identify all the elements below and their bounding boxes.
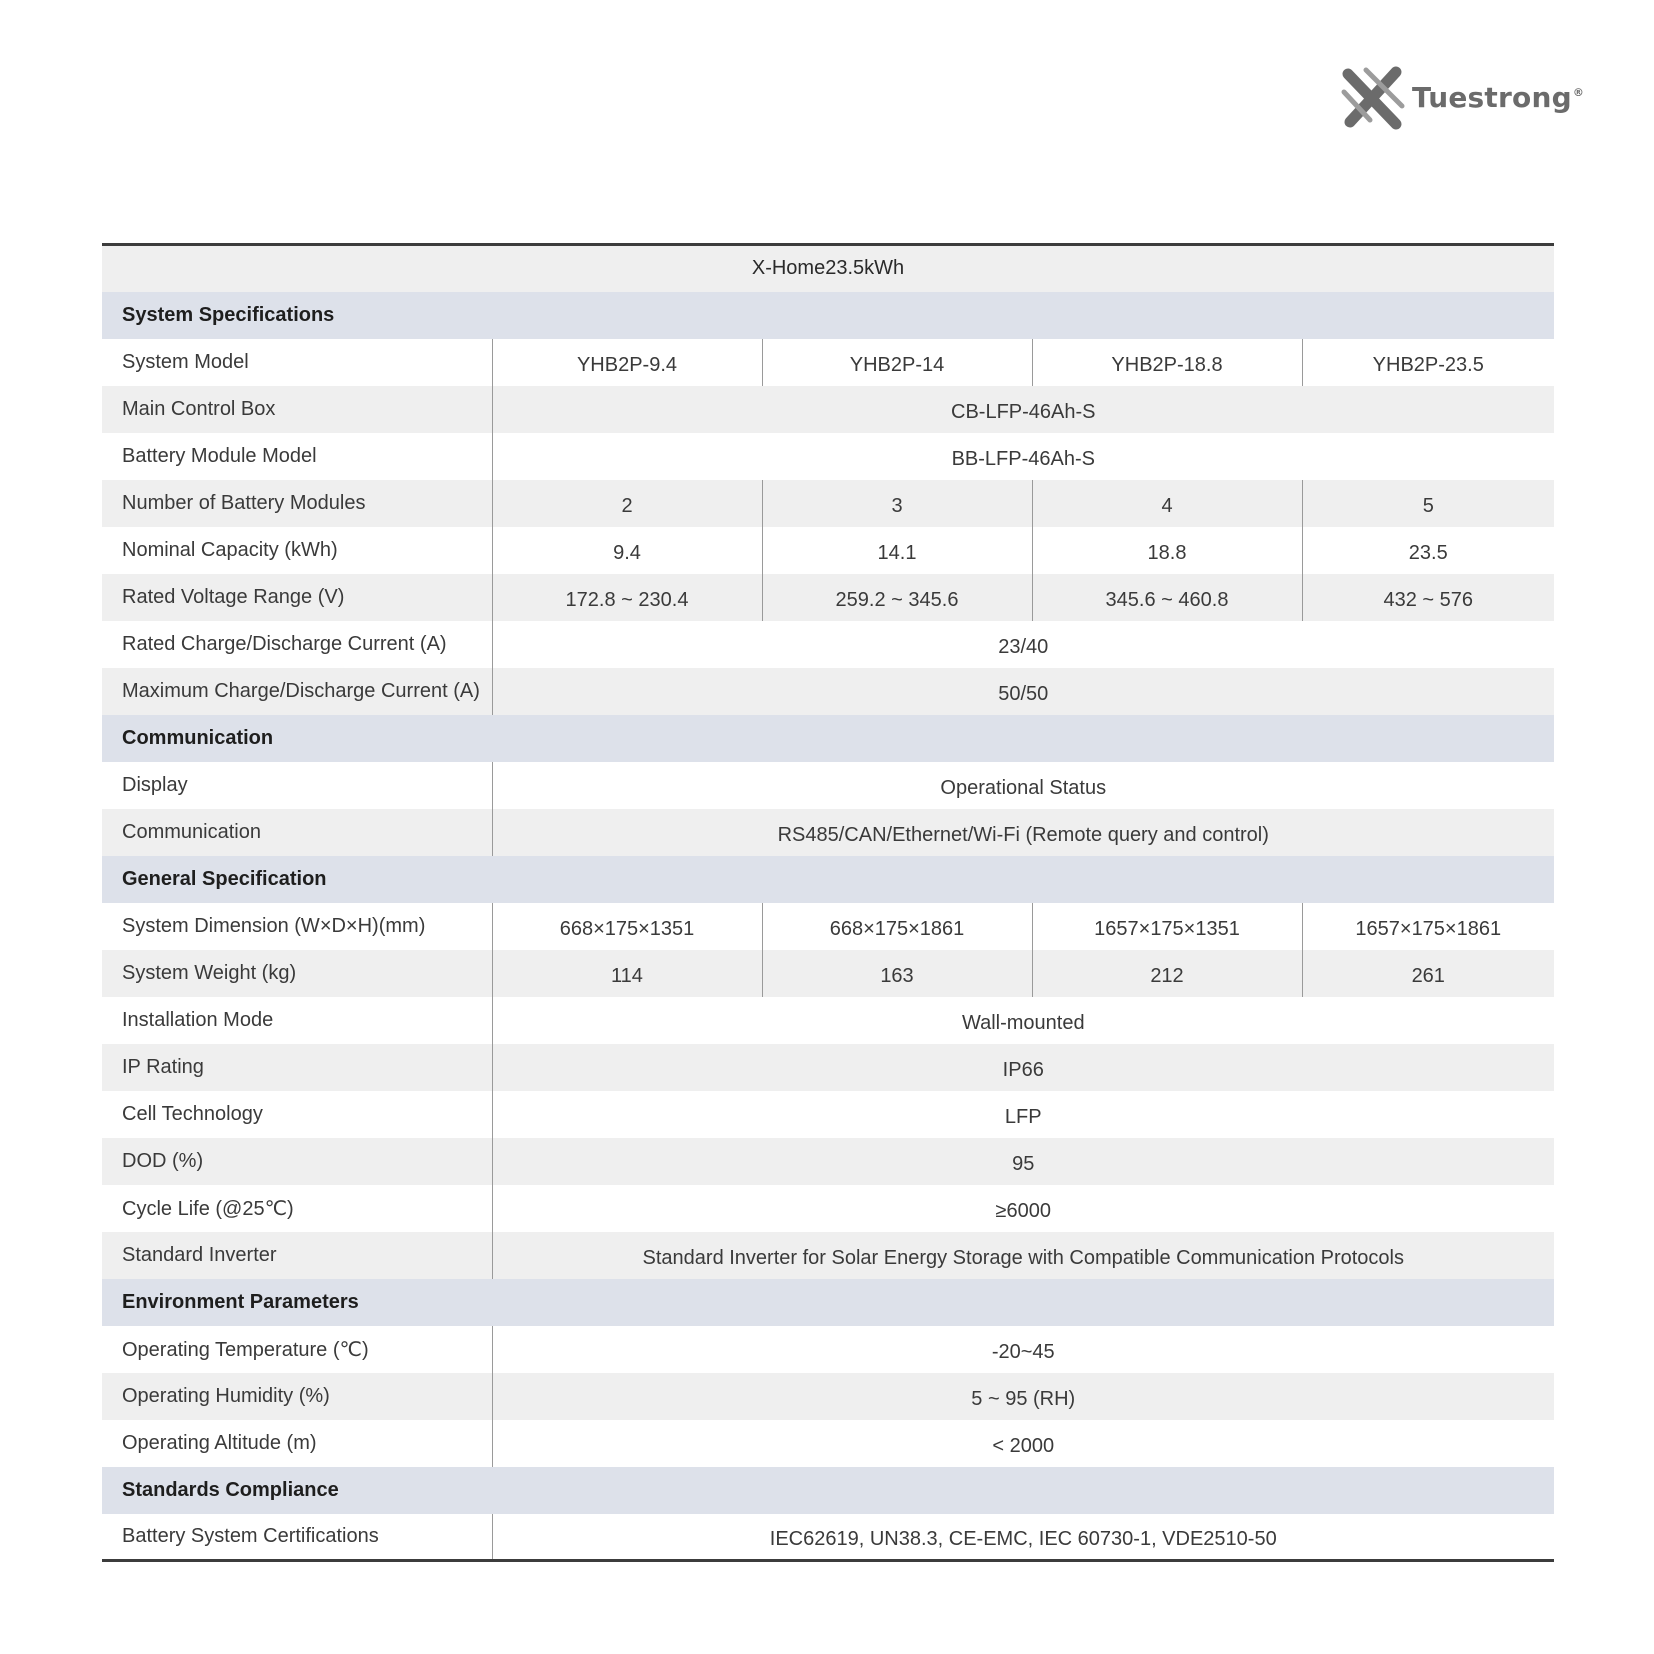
- section-header: Communication: [102, 715, 1554, 762]
- row-value: IP66: [492, 1044, 1554, 1091]
- table-row: [102, 1514, 1554, 1561]
- table-row: [102, 1373, 1554, 1420]
- row-label: System Model: [102, 339, 492, 386]
- table-row: [102, 339, 1554, 386]
- row-label: Battery System Certifications: [102, 1514, 492, 1561]
- row-value: ≥6000: [492, 1185, 1554, 1232]
- row-label: Communication: [102, 809, 492, 856]
- row-value: < 2000: [492, 1420, 1554, 1467]
- row-value: 95: [492, 1138, 1554, 1185]
- table-row: [102, 1185, 1554, 1232]
- row-label: DOD (%): [102, 1138, 492, 1185]
- table-row: [102, 1091, 1554, 1138]
- row-value: IEC62619, UN38.3, CE-EMC, IEC 60730-1, VDE2510-50: [492, 1514, 1554, 1561]
- row-label: Main Control Box: [102, 386, 492, 433]
- row-value: 5 ~ 95 (RH): [492, 1373, 1554, 1420]
- row-label: System Dimension (W×D×H)(mm): [102, 903, 492, 950]
- section-header-row: [102, 715, 1554, 762]
- section-header: Environment Parameters: [102, 1279, 1554, 1326]
- row-label: Cell Technology: [102, 1091, 492, 1138]
- table-row: [102, 1326, 1554, 1373]
- row-label: Operating Humidity (%): [102, 1373, 492, 1420]
- row-label: Operating Temperature (℃): [102, 1326, 492, 1373]
- section-header-row: [102, 856, 1554, 903]
- row-label: System Weight (kg): [102, 950, 492, 997]
- row-label: Display: [102, 762, 492, 809]
- row-label: IP Rating: [102, 1044, 492, 1091]
- row-value: BB-LFP-46Ah-S: [492, 433, 1554, 480]
- row-value: -20~45: [492, 1326, 1554, 1373]
- row-value: Wall-mounted: [492, 997, 1554, 1044]
- row-value: 23/40: [492, 621, 1554, 668]
- table-row: [102, 950, 1554, 997]
- row-label: Nominal Capacity (kWh): [102, 527, 492, 574]
- row-value: 1657×175×1351: [1032, 903, 1302, 950]
- row-label: Maximum Charge/Discharge Current (A): [102, 668, 492, 715]
- row-value: 18.8: [1032, 527, 1302, 574]
- row-value: 668×175×1861: [762, 903, 1032, 950]
- table-row: [102, 433, 1554, 480]
- table-row: [102, 527, 1554, 574]
- row-value: LFP: [492, 1091, 1554, 1138]
- row-label: Installation Mode: [102, 997, 492, 1044]
- table-row: [102, 386, 1554, 433]
- row-value: 50/50: [492, 668, 1554, 715]
- section-header-row: [102, 292, 1554, 339]
- row-value: 2: [492, 480, 762, 527]
- x-logo-icon: [1340, 62, 1406, 132]
- spec-table-body: [102, 245, 1554, 1561]
- row-value: 432 ~ 576: [1302, 574, 1554, 621]
- row-value: YHB2P-9.4: [492, 339, 762, 386]
- table-row: [102, 1044, 1554, 1091]
- section-header-row: [102, 1467, 1554, 1514]
- table-row: [102, 668, 1554, 715]
- registered-mark: ®: [1572, 86, 1585, 100]
- table-title-row: [102, 245, 1554, 292]
- section-header: General Specification: [102, 856, 1554, 903]
- row-label: Cycle Life (@25℃): [102, 1185, 492, 1232]
- row-value: 212: [1032, 950, 1302, 997]
- row-value: 3: [762, 480, 1032, 527]
- row-value: 668×175×1351: [492, 903, 762, 950]
- row-label: Battery Module Model: [102, 433, 492, 480]
- row-value: 5: [1302, 480, 1554, 527]
- row-value: 14.1: [762, 527, 1032, 574]
- table-row: [102, 574, 1554, 621]
- row-label: Standard Inverter: [102, 1232, 492, 1279]
- row-value: YHB2P-23.5: [1302, 339, 1554, 386]
- table-row: [102, 762, 1554, 809]
- row-value: YHB2P-18.8: [1032, 339, 1302, 386]
- row-label: Rated Charge/Discharge Current (A): [102, 621, 492, 668]
- row-label: Rated Voltage Range (V): [102, 574, 492, 621]
- row-value: 4: [1032, 480, 1302, 527]
- table-title: X-Home23.5kWh: [102, 245, 1554, 292]
- table-row: [102, 1232, 1554, 1279]
- table-row: [102, 480, 1554, 527]
- section-header: Standards Compliance: [102, 1467, 1554, 1514]
- brand-logo: [1340, 62, 1584, 132]
- table-row: [102, 809, 1554, 856]
- row-value: Operational Status: [492, 762, 1554, 809]
- table-row: [102, 903, 1554, 950]
- row-value: 259.2 ~ 345.6: [762, 574, 1032, 621]
- section-header: System Specifications: [102, 292, 1554, 339]
- row-value: Standard Inverter for Solar Energy Storage with Compatible Communication Protocols: [492, 1232, 1554, 1279]
- row-value: 172.8 ~ 230.4: [492, 574, 762, 621]
- row-value: 1657×175×1861: [1302, 903, 1554, 950]
- row-value: RS485/CAN/Ethernet/Wi-Fi (Remote query and control): [492, 809, 1554, 856]
- brand-name: Tuestrong®: [1412, 80, 1585, 114]
- row-label: Operating Altitude (m): [102, 1420, 492, 1467]
- section-header-row: [102, 1279, 1554, 1326]
- row-value: 261: [1302, 950, 1554, 997]
- table-row: [102, 621, 1554, 668]
- row-label: Number of Battery Modules: [102, 480, 492, 527]
- row-value: CB-LFP-46Ah-S: [492, 386, 1554, 433]
- row-value: YHB2P-14: [762, 339, 1032, 386]
- row-value: 345.6 ~ 460.8: [1032, 574, 1302, 621]
- spec-table: [102, 243, 1554, 1562]
- table-row: [102, 1420, 1554, 1467]
- row-value: 114: [492, 950, 762, 997]
- row-value: 9.4: [492, 527, 762, 574]
- table-row: [102, 997, 1554, 1044]
- table-row: [102, 1138, 1554, 1185]
- row-value: 23.5: [1302, 527, 1554, 574]
- row-value: 163: [762, 950, 1032, 997]
